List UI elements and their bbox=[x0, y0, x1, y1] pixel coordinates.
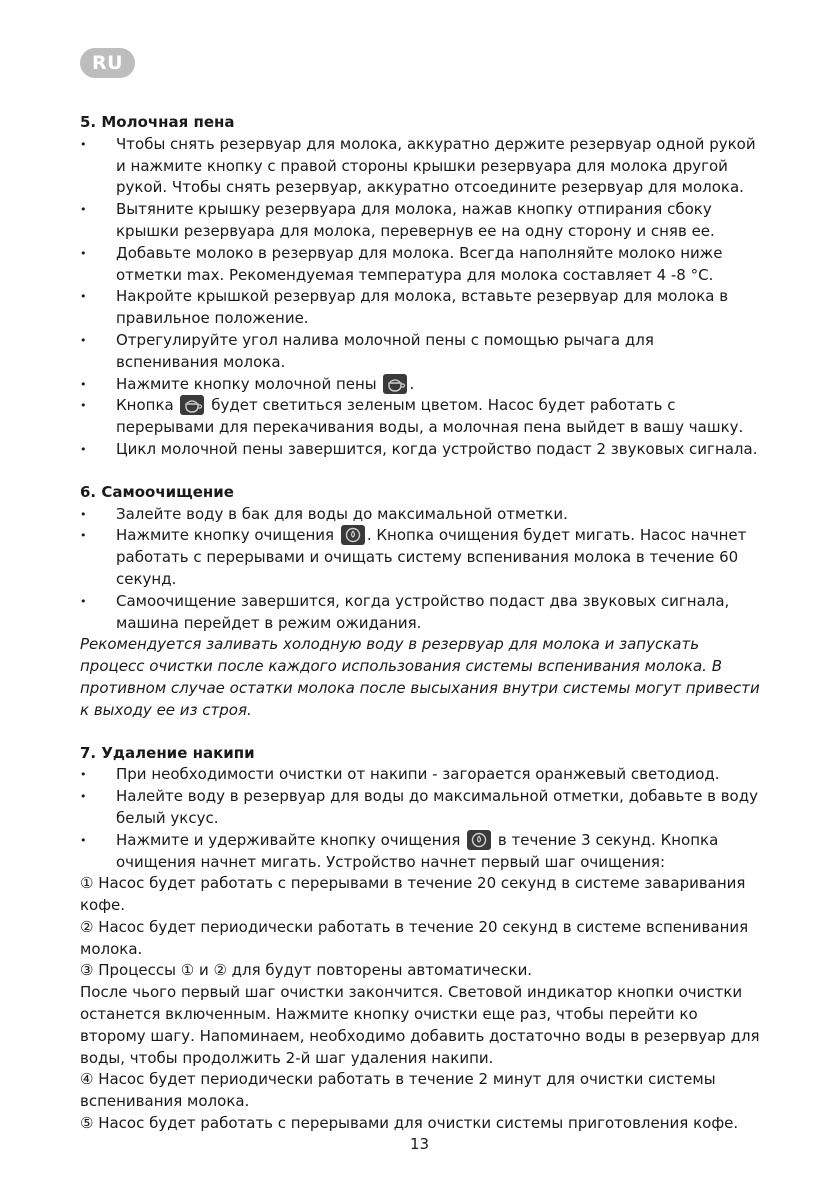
step-text: ② Насос будет периодически работать в течение 20 секунд в системе вспенивания молока. bbox=[80, 917, 749, 958]
list-text: в течение 3 секунд. Кнопка очищения начнет мигать. Устройство начнет первый шаг очищения: bbox=[116, 830, 719, 871]
list-item: • Накройте крышкой резервуар для молока, вставьте резервуар для молока в правильное положение. bbox=[80, 286, 760, 330]
step-text: ① Насос будет работать с перерывами в течение 20 секунд в системе заваривания кофе. bbox=[80, 874, 746, 915]
list-text: . Кнопка очищения будет мигать. Насос начнет работать с перерывами и очищать систему вспенивания молока в течение 60 секунд. bbox=[116, 526, 747, 588]
section-descaling bbox=[80, 743, 760, 1135]
step-text: ⑤ Насос будет работать с перерывами для очистки системы приготовления кофе. bbox=[80, 1114, 739, 1133]
list-item bbox=[80, 830, 760, 874]
cleaning-icon bbox=[467, 830, 491, 850]
list-item: • Цикл молочной пены завершится, когда устройство подаст 2 звуковых сигнала. bbox=[80, 439, 760, 461]
list-text: Нажмите кнопку молочной пены bbox=[116, 374, 377, 393]
list-item: • Вытяните крышку резервуара для молока, нажав кнопку отпирания сбоку крышки резервуара для молока, перевернув ее на одну сторону и сняв ее. bbox=[80, 199, 760, 243]
list-text: Нажмите кнопку очищения bbox=[116, 526, 335, 545]
list-item bbox=[80, 374, 760, 396]
list-item: • Отрегулируйте угол налива молочной пены с помощью рычага для вспенивания молока. bbox=[80, 330, 760, 374]
list-item: • При необходимости очистки от накипи - загорается оранжевый светодиод. bbox=[80, 764, 760, 786]
section-self-cleaning bbox=[80, 482, 760, 722]
section-title: 6. Самоочищение bbox=[80, 482, 234, 501]
list-text: Кнопка bbox=[116, 396, 174, 415]
step-text: ④ Насос будет периодически работать в течение 2 минут для очистки системы вспенивания молока. bbox=[80, 1070, 716, 1111]
list-item: • Налейте воду в резервуар для воды до максимальной отметки, добавьте в воду белый уксус. bbox=[80, 786, 760, 830]
list-item: • Добавьте молоко в резервуар для молока. Всегда наполняйте молоко ниже отметки max. Рекомендуемая температура для молока составляет 4 -8 °C. bbox=[80, 243, 760, 287]
section-title: 5. Молочная пена bbox=[80, 113, 235, 131]
list-item bbox=[80, 395, 760, 439]
list-item: • Залейте воду в бак для воды до максимальной отметки. bbox=[80, 504, 760, 526]
milk-foam-cup-icon bbox=[180, 395, 204, 415]
cleaning-icon bbox=[341, 525, 365, 545]
list-item bbox=[80, 525, 760, 590]
list-item: • Самоочищение завершится, когда устройство подаст два звуковых сигнала, машина перейдет в режим ожидания. bbox=[80, 591, 760, 635]
list-text: . bbox=[409, 374, 415, 393]
list-text: Нажмите и удерживайте кнопку очищения bbox=[116, 830, 461, 849]
milk-foam-cup-icon bbox=[383, 374, 407, 394]
step-text: ③ Процессы ① и ② для будут повторены автоматически. bbox=[80, 961, 533, 980]
bullet-list bbox=[80, 504, 760, 635]
page-number: 13 bbox=[409, 1135, 430, 1153]
section-title: 7. Удаление накипи bbox=[80, 743, 255, 762]
bullet-list bbox=[80, 134, 760, 461]
language-badge: RU bbox=[80, 48, 135, 78]
list-text: будет светиться зеленым цветом. Насос будет работать с перерывами для перекачивания воды, а молочная пена выйдет в вашу чашку. bbox=[116, 396, 744, 437]
section-milk-foam bbox=[80, 112, 760, 461]
list-item: • Чтобы снять резервуар для молока, аккуратно держите резервуар одной рукой и нажмите кнопку с правой стороны крышки резервуара для молока другой рукой. Чтобы снять резервуар, аккуратно отсоедините резервуар для молока. bbox=[80, 134, 760, 199]
bullet-list bbox=[80, 764, 760, 873]
page-content bbox=[80, 112, 760, 1156]
paragraph: После чього первый шаг очистки закончится. Световой индикатор кнопки очистки останется включенным. Нажмите кнопку очистки еще раз, чтобы перейти ко второму шагу. Напоминаем, необходимо добавить достаточно воды в резервуар для воды, чтобы продолжить 2-й шаг удаления накипи. bbox=[80, 983, 760, 1067]
note-text: Рекомендуется заливать холодную воду в резервуар для молока и запускать процесс очистки после каждого использования системы вспенивания молока. В противном случае остатки молока после высыхания внутри системы могут привести к выходу ее из строя. bbox=[80, 635, 760, 719]
